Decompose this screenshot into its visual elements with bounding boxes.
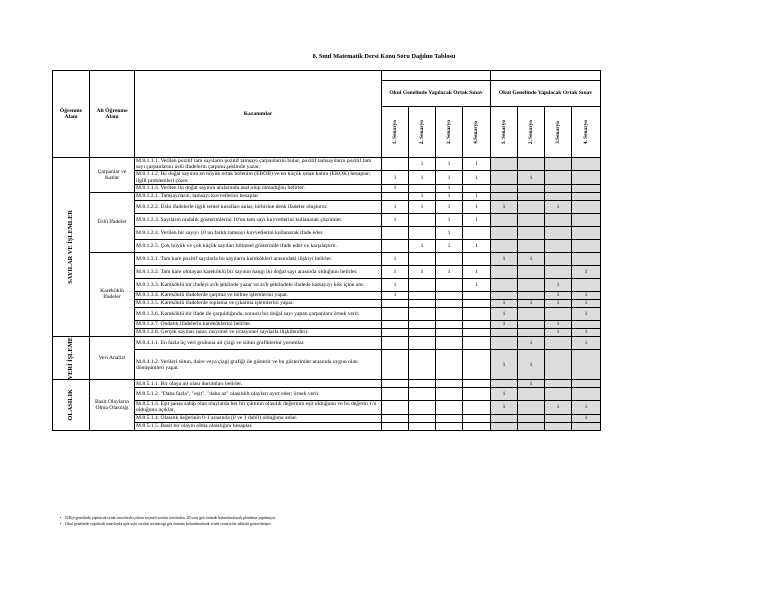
count-cell (545, 265, 572, 278)
kazanim-text: M.8.4.1.2. Verileri sütun, daire veya çizgi grafiği ile gösterir ve bu gösterimler arasında uygun olan dönüşümleri yapar. (135, 350, 382, 380)
header-group-2: Okul Genelinde Yapılacak Ortak Sınav (491, 81, 601, 107)
count-cell: 1 (518, 336, 545, 349)
count-cell (545, 252, 572, 265)
count-cell: 1 (382, 184, 409, 192)
count-cell (545, 239, 572, 252)
table-row (53, 239, 601, 252)
kazanim-text: M.8.1.3.4. Kareköklü ifadelerde çarpma ve bölme işlemlerini yapar. (135, 291, 382, 299)
count-cell (491, 192, 518, 200)
count-cell (409, 291, 436, 299)
count-cell (409, 299, 436, 307)
count-cell (409, 184, 436, 192)
count-cell (409, 252, 436, 265)
count-cell (409, 380, 436, 388)
count-cell (409, 278, 436, 291)
count-cell: 1 (436, 213, 463, 226)
count-cell (572, 422, 601, 430)
count-cell: 1 (463, 200, 491, 213)
count-cell: 1 (436, 265, 463, 278)
table-row (53, 307, 601, 320)
table-row (53, 336, 601, 349)
sub-area-karekoklu: Kareköklü İfadeler (90, 252, 135, 336)
count-cell (491, 213, 518, 226)
count-cell (572, 184, 601, 192)
count-cell (409, 414, 436, 422)
header-senaryo: 3.Senaryo (554, 120, 561, 144)
count-cell (518, 158, 545, 171)
table-row (53, 158, 601, 171)
count-cell (491, 291, 518, 299)
count-cell (382, 328, 409, 336)
count-cell: 1 (409, 239, 436, 252)
count-cell (436, 291, 463, 299)
count-cell: 1 (545, 200, 572, 213)
footnote: • İl/İlçe genelinde yapılacak ortak sınavlarda çoktan seçmeli sorular üzerinden, 20 soru göz önünde bulundurularak planlama yapılmıştır. (60, 516, 276, 520)
count-cell (463, 336, 491, 349)
count-cell (518, 320, 545, 328)
count-cell: 1 (409, 171, 436, 184)
table-row (53, 252, 601, 265)
count-cell (463, 184, 491, 192)
count-cell (491, 239, 518, 252)
count-cell (409, 350, 436, 380)
count-cell: 1 (382, 252, 409, 265)
count-cell: 1 (409, 200, 436, 213)
count-cell (436, 336, 463, 349)
count-cell (409, 401, 436, 414)
count-cell (409, 226, 436, 239)
count-cell: 1 (463, 171, 491, 184)
count-cell: 1 (436, 171, 463, 184)
count-cell (572, 171, 601, 184)
table-row (53, 278, 601, 291)
count-cell: 1 (545, 328, 572, 336)
count-cell (491, 184, 518, 192)
count-cell: 1 (409, 192, 436, 200)
count-cell (572, 226, 601, 239)
count-cell (463, 299, 491, 307)
count-cell: 1 (491, 200, 518, 213)
count-cell (382, 350, 409, 380)
count-cell: 1 (572, 265, 601, 278)
count-cell: 1 (572, 401, 601, 414)
table-row (53, 291, 601, 299)
count-cell (409, 336, 436, 349)
count-cell (572, 320, 601, 328)
count-cell (545, 414, 572, 422)
count-cell (491, 278, 518, 291)
count-cell: 1 (436, 184, 463, 192)
table-row (53, 213, 601, 226)
count-cell: 1 (545, 278, 572, 291)
area-sayilar: SAYILAR VE İŞLEMLER (66, 209, 74, 284)
kazanim-text: M.8.1.3.6. Kareköklü bir ifade ile çarpıldığında, sonucu bir doğal sayı yapan çarpanlara örnek verir. (135, 307, 382, 320)
count-cell (382, 388, 409, 401)
count-cell: 1 (545, 401, 572, 414)
count-cell (518, 226, 545, 239)
count-cell: 1 (518, 252, 545, 265)
count-cell (436, 401, 463, 414)
count-cell: 1 (545, 291, 572, 299)
count-cell (436, 299, 463, 307)
count-cell (545, 158, 572, 171)
count-cell (409, 422, 436, 430)
kazanim-text: M.8.1.2.3. Sayıların ondalık gösterimlerini 10'un tam sayı kuvvetlerini kullanarak çözümler. (135, 213, 382, 226)
table-row (53, 380, 601, 388)
kazanim-text: M.8.1.3.5. Kareköklü ifadelerde toplama ve çıkarma işlemlerini yapar. (135, 299, 382, 307)
kazanim-text: M.8.1.3.3. Kareköklü bir ifadeyi a√b şeklinde yazar ve a√b şeklindeki ifadede katsayıyı kök içine alır. (135, 278, 382, 291)
count-cell (463, 328, 491, 336)
footnotes (60, 515, 700, 527)
kazanim-text: M.8.1.2.1. Tamsayıların, tamsayı kuvvetlerini hesaplar (135, 192, 382, 200)
count-cell (463, 320, 491, 328)
count-cell: 1 (491, 401, 518, 414)
table-row (53, 192, 601, 200)
count-cell (545, 192, 572, 200)
count-cell: 1 (572, 414, 601, 422)
table-row (53, 388, 601, 401)
kazanim-text: M.8.1.1.2. İki doğal sayının en büyük ortak bölenini (EBOB) ve en küçük ortak katını (EKOK) hesaplar; ilgili problemleri çözer. (135, 171, 382, 184)
kazanim-text: M.8.1.2.5. Çok büyük ve çok küçük sayıları bilimsel gösterimle ifade eder ve karşılaştırır. (135, 239, 382, 252)
header-group-1: Okul Genelinde Yapılacak Ortak Sınav (382, 81, 491, 107)
count-cell (409, 328, 436, 336)
count-cell (545, 422, 572, 430)
count-cell: 1 (545, 299, 572, 307)
count-cell: 1 (382, 265, 409, 278)
count-cell (518, 422, 545, 430)
table-row (53, 320, 601, 328)
count-cell (491, 226, 518, 239)
count-cell (491, 380, 518, 388)
sub-area-veri-analizi: Veri Analizi (90, 336, 135, 379)
count-cell (436, 380, 463, 388)
count-cell: 1 (409, 265, 436, 278)
count-cell (382, 299, 409, 307)
sub-area-carpanlar: Çarpanlar ve Katlar (90, 158, 135, 193)
count-cell (436, 422, 463, 430)
count-cell (518, 291, 545, 299)
count-cell (436, 350, 463, 380)
count-cell (518, 184, 545, 192)
header-ogrenme-alani: Öğrenme Alanı (53, 71, 90, 158)
kazanim-text: M.8.5.1.5. Basit bir olayın olma olasılığını hesaplar. (135, 422, 382, 430)
count-cell: 1 (572, 328, 601, 336)
area-olasilik: OLASILIK (66, 389, 74, 421)
count-cell (518, 414, 545, 422)
count-cell (436, 307, 463, 320)
kazanim-text: M.8.1.2.4. Verilen bir sayıyı 10 un farklı tamsayı kuvvetlerini kullanarak ifade eder. (135, 226, 382, 239)
table-row (53, 328, 601, 336)
count-cell (545, 336, 572, 349)
count-cell: 1 (491, 320, 518, 328)
footnote: • Okul genelinde yapılacak sınavlarda açık uçlu sorular sorulacağı göz önünde bulundurularak örnek senaryolar tabloda gösterilmiştir. (60, 522, 272, 526)
count-cell (572, 213, 601, 226)
count-cell (491, 265, 518, 278)
count-cell (382, 226, 409, 239)
count-cell (572, 278, 601, 291)
count-cell (491, 171, 518, 184)
count-cell (572, 158, 601, 171)
count-cell (409, 307, 436, 320)
count-cell: 1 (436, 226, 463, 239)
table-row (53, 200, 601, 213)
count-cell (463, 226, 491, 239)
count-cell: 1 (572, 336, 601, 349)
table-row (53, 422, 601, 430)
count-cell: 1 (382, 200, 409, 213)
count-cell (545, 307, 572, 320)
header-senaryo: 2. Senaryo (527, 119, 534, 145)
count-cell: 1 (463, 192, 491, 200)
count-cell (463, 401, 491, 414)
count-cell (572, 200, 601, 213)
kazanim-text: M.8.1.3.7. Ondalık ifadelerin kareköklerini belirler. (135, 320, 382, 328)
count-cell (491, 414, 518, 422)
count-cell: 1 (491, 252, 518, 265)
count-cell: 1 (518, 380, 545, 388)
count-cell: 1 (382, 291, 409, 299)
count-cell: 1 (518, 299, 545, 307)
count-cell (382, 401, 409, 414)
table-row (53, 414, 601, 422)
count-cell: 1 (491, 350, 518, 380)
count-cell: 1 (572, 307, 601, 320)
count-cell (382, 380, 409, 388)
table-row (53, 226, 601, 239)
count-cell (463, 252, 491, 265)
header-senaryo: 2. Senaryo (418, 119, 425, 145)
count-cell (436, 320, 463, 328)
count-cell (382, 307, 409, 320)
count-cell (518, 278, 545, 291)
count-cell (518, 388, 545, 401)
count-cell (518, 401, 545, 414)
count-cell: 1 (382, 213, 409, 226)
kazanim-text: M.8.1.3.1. Tam kare pozitif sayılarla bu sayıların karekökleri arasındaki ilişkiyi belirler. (135, 252, 382, 265)
count-cell (463, 422, 491, 430)
count-cell: 1 (491, 307, 518, 320)
count-cell (545, 184, 572, 192)
header-senaryo: 4.Senaryo (473, 120, 480, 144)
count-cell: 1 (491, 388, 518, 401)
kazanim-text: M.8.1.3.2. Tam kare olmayan kareköklü bir sayının hangi iki doğal sayı arasında olduğunu belirler. (135, 265, 382, 278)
count-cell: 1 (545, 320, 572, 328)
count-cell (491, 422, 518, 430)
count-cell: 1 (572, 299, 601, 307)
count-cell: 1 (382, 171, 409, 184)
count-cell (572, 350, 601, 380)
count-cell (572, 192, 601, 200)
table-row (53, 299, 601, 307)
count-cell (409, 388, 436, 401)
table-row (53, 171, 601, 184)
header-blank-1 (382, 71, 491, 81)
count-cell (545, 213, 572, 226)
count-cell: 1 (463, 278, 491, 291)
count-cell (545, 380, 572, 388)
header-senaryo: 4. Senaryo (582, 119, 589, 145)
count-cell (382, 422, 409, 430)
count-cell: 1 (436, 158, 463, 171)
count-cell (491, 328, 518, 336)
kazanim-text: M.8.1.1.1. Verilen pozitif tam sayıların pozitif tamsayı çarpanlarını bulur, pozitif tamsayıların pozitif tam sayı çarpanlarını üslü ifadelerin çarpımı şeklinde yazar. (135, 158, 382, 171)
count-cell (572, 252, 601, 265)
kazanim-text: M.8.1.2.2. Üslü ifadelerle ilgili temel kuralları anlar, birbirine denk ifadeler oluşturur. (135, 200, 382, 213)
count-cell (545, 171, 572, 184)
sub-area-uslu: Üslü İfadeler (90, 192, 135, 252)
count-cell (572, 388, 601, 401)
count-cell (545, 226, 572, 239)
count-cell: 1 (436, 192, 463, 200)
kazanim-text: M.8.1.1.3. Verilen iki doğal sayının aralarında asal olup olmadığını belirler. (135, 184, 382, 192)
kazanim-text: M.8.5.1.4. Olasılık değerinin 0-1 arasında (0 ve 1 dahil) olduğunu anlar. (135, 414, 382, 422)
count-cell (491, 158, 518, 171)
count-cell (463, 350, 491, 380)
count-cell (382, 320, 409, 328)
count-cell (409, 213, 436, 226)
header-senaryo: 3. Senaryo (445, 119, 452, 145)
count-cell (545, 350, 572, 380)
count-cell: 1 (518, 171, 545, 184)
count-cell (382, 158, 409, 171)
count-cell (518, 213, 545, 226)
header-senaryo: 1. Senaryo (391, 119, 398, 145)
count-cell (463, 414, 491, 422)
count-cell (382, 414, 409, 422)
count-cell (463, 388, 491, 401)
count-cell (436, 414, 463, 422)
kazanim-text: M.8.4.1.1. En fazla üç veri grubuna ait çizgi ve sütun grafiklerini yorumlar. (135, 336, 382, 349)
count-cell (436, 278, 463, 291)
count-cell (518, 307, 545, 320)
area-veri-isleme: VERİ İŞLEME (66, 336, 74, 380)
kazanim-text: M.8.5.1.3. Eşit şansa sahip olan olaylarda her bir çıktının olasılık değerinin eşit olduğunu ve bu değerin 1/n olduğunu açıklar. (135, 401, 382, 414)
count-cell (572, 239, 601, 252)
count-cell (436, 252, 463, 265)
count-cell (491, 336, 518, 349)
count-cell (436, 388, 463, 401)
header-alt-ogrenme-alani: Alt Öğrenme Alanı (90, 71, 135, 158)
count-cell (518, 200, 545, 213)
count-cell (518, 265, 545, 278)
count-cell: 1 (463, 158, 491, 171)
count-cell (518, 192, 545, 200)
count-cell: 1 (518, 350, 545, 380)
count-cell: 1 (436, 200, 463, 213)
count-cell: 1 (491, 299, 518, 307)
count-cell: 1 (572, 291, 601, 299)
distribution-table (52, 70, 601, 431)
count-cell (382, 192, 409, 200)
count-cell (572, 380, 601, 388)
count-cell (436, 328, 463, 336)
count-cell (382, 336, 409, 349)
kazanim-text: M.8.5.1.1. Bir olaya ait olası durumları belirler. (135, 380, 382, 388)
header-senaryo: 1. Senaryo (500, 119, 507, 145)
count-cell: 1 (463, 239, 491, 252)
count-cell (382, 239, 409, 252)
count-cell (545, 388, 572, 401)
table-row (53, 265, 601, 278)
count-cell: 1 (436, 239, 463, 252)
header-kazanimlar: Kazanımlar (135, 71, 382, 158)
count-cell (463, 380, 491, 388)
kazanim-text: M.8.5.1.2. "Daha fazla", "eşit", "daha az" olasılıklı olayları ayırt eder; örnek verir. (135, 388, 382, 401)
count-cell (463, 307, 491, 320)
count-cell (518, 239, 545, 252)
count-cell: 1 (463, 213, 491, 226)
count-cell: 1 (409, 158, 436, 171)
count-cell (518, 328, 545, 336)
count-cell (409, 320, 436, 328)
sub-area-basit-olay: Basit Olayların Olma Olasılığı (90, 380, 135, 430)
table-row (53, 184, 601, 192)
table-row (53, 401, 601, 414)
count-cell: 1 (382, 278, 409, 291)
count-cell (463, 291, 491, 299)
kazanim-text: M.8.1.3.8. Gerçek sayıları tanır, rasyonel ve irrasyonel sayılarla ilişkilendirir. (135, 328, 382, 336)
table-row (53, 350, 601, 380)
count-cell: 1 (463, 265, 491, 278)
page-title: 8. Sınıf Matematik Dersi Konu Soru Dağılım Tablosu (312, 53, 456, 60)
header-blank-2 (491, 71, 601, 81)
